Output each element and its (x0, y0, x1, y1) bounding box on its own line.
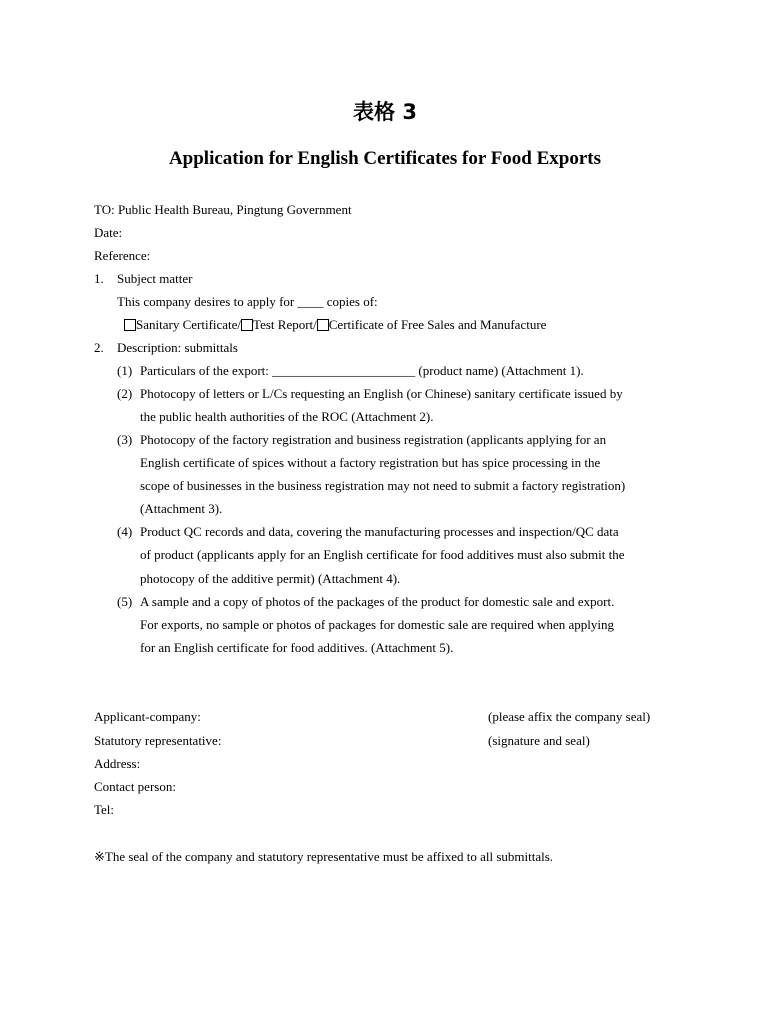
item5-line2: For exports, no sample or photos of packages for domestic sale are required when applying (140, 617, 615, 632)
option-sanitary-label: Sanitary Certificate/ (136, 317, 242, 332)
item4-line1: Product QC records and data, covering the manufacturing processes and inspection/QC data (140, 524, 619, 539)
item2-line1: Photocopy of letters or L/Cs requesting an English (or Chinese) sanitary certificate issued by (140, 386, 623, 401)
representative-label: Statutory representative: (94, 733, 222, 748)
reference-line: Reference: (94, 248, 151, 263)
certificate-options (124, 317, 546, 333)
footnote: ※The seal of the company and statutory representative must be affixed to all submittals. (94, 849, 554, 864)
item5-line3: for an English certificate for food additives. (Attachment 5). (140, 640, 454, 655)
checkbox-free-sales[interactable] (317, 319, 329, 331)
tel-label: Tel: (94, 802, 115, 817)
section2-number: 2. (94, 340, 104, 355)
item5-line1: A sample and a copy of photos of the packages of the product for domestic sale and export. (140, 594, 615, 609)
option-test-report-label: Test Report/ (253, 317, 317, 332)
item3-line4: (Attachment 3). (140, 501, 223, 516)
option-free-sales-label: Certificate of Free Sales and Manufacture (328, 317, 547, 332)
checkbox-test-report[interactable] (241, 319, 253, 331)
item4-line2: of product (applicants apply for an English certificate for food additives must also submit the (140, 547, 625, 562)
signature-note: (signature and seal) (488, 733, 590, 748)
document-title: Application for English Certificates for Food Exports (168, 148, 602, 169)
section1-heading: Subject matter (117, 271, 193, 286)
item1-number: (1) (117, 363, 133, 378)
item3-line3: scope of businesses in the business registration may not need to submit a factory registration) (140, 478, 626, 493)
item2-line2: the public health authorities of the ROC (Attachment 2). (140, 409, 434, 424)
contact-person-label: Contact person: (94, 779, 176, 794)
company-seal-note: (please affix the company seal) (488, 709, 651, 724)
item3-line1: Photocopy of the factory registration and business registration (applicants applying for an (140, 432, 607, 447)
form-number: 表格 3 (353, 100, 417, 124)
item4-line3: photocopy of the additive permit) (Attachment 4). (140, 571, 401, 586)
checkbox-sanitary[interactable] (124, 319, 136, 331)
section2-heading: Description: submittals (117, 340, 238, 355)
applicant-company-label: Applicant-company: (94, 709, 201, 724)
item2-number: (2) (117, 386, 133, 401)
item4-number: (4) (117, 524, 133, 539)
item3-line2: English certificate of spices without a factory registration but has spice processing in the (140, 455, 601, 470)
item5-number: (5) (117, 594, 133, 609)
section1-number: 1. (94, 271, 104, 286)
date-line: Date: (94, 225, 123, 240)
address-label: Address: (94, 756, 141, 771)
to-line: TO: Public Health Bureau, Pingtung Government (94, 202, 352, 217)
item1-line1: Particulars of the export: ______________________ (product name) (Attachment 1). (140, 363, 584, 378)
request-line: This company desires to apply for ____ copies of: (117, 294, 378, 309)
item3-number: (3) (117, 432, 133, 447)
